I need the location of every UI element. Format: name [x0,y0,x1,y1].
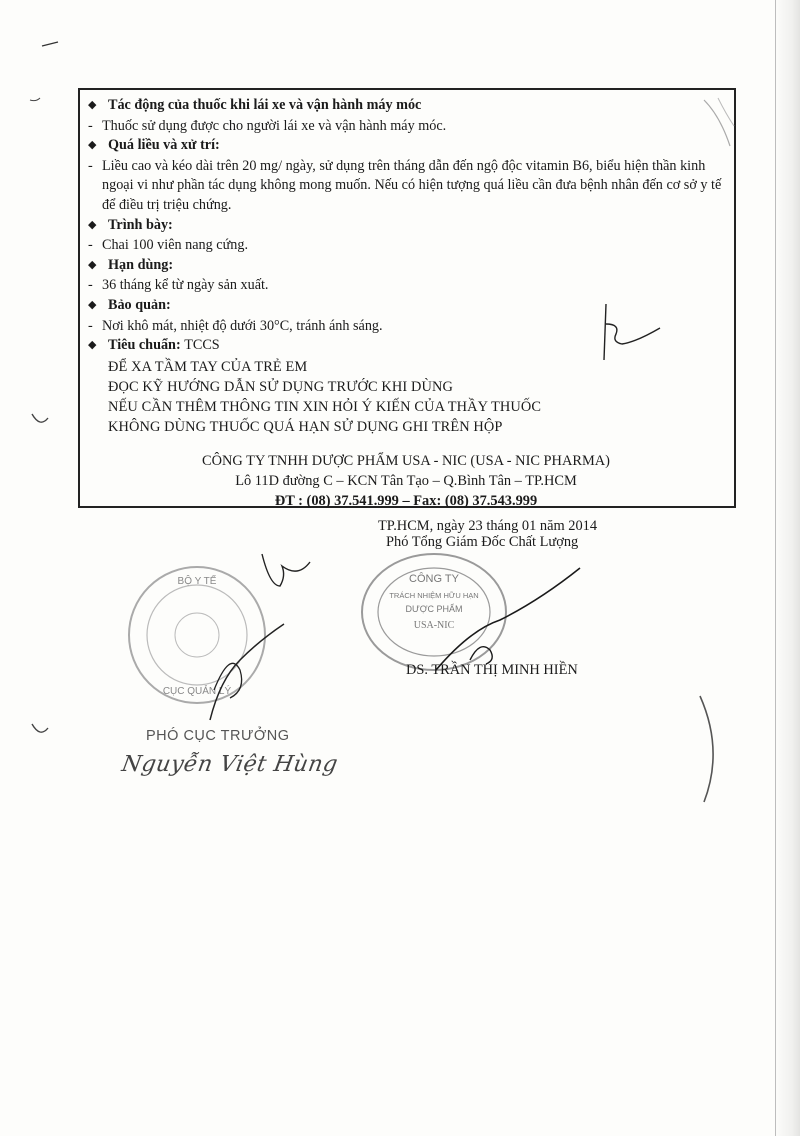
deputy-name: Nguyễn Việt Hùng [119,752,340,777]
stamp-text: CỤC QUẢN LÝ [162,686,232,697]
standard-heading: Tiêu chuẩn: [108,337,181,354]
section-text: 36 tháng kể từ ngày sản xuất. [102,277,269,294]
place-date: TP.HCM, ngày 23 tháng 01 năm 2014 [378,518,598,534]
initials-signature [590,300,670,370]
section-storage: ◆ Bảo quản: - Nơi khô mát, nhiệt độ dưới 30°C, tránh ánh sáng. [88,296,724,336]
section-text: Nơi khô mát, nhiệt độ dưới 30°C, tránh ánh sáng. [102,317,383,334]
section-driving: ◆ Tác động của thuốc khi lái xe và vận hành máy móc - Thuốc sử dụng được cho người lái xe và vận hành máy móc. [88,96,724,136]
company-contact: ĐT : (08) 37.541.999 – Fax: (08) 37.543.999 [274,492,538,509]
company-name: CÔNG TY TNHH DƯỢC PHẨM USA - NIC (USA - NIC PHARMA) [202,452,610,469]
section-heading: Hạn dùng: [108,256,174,273]
product-info-box [78,88,736,508]
section-heading: Trình bày: [108,216,173,233]
section-heading: Quá liều và xử trí: [108,137,220,154]
company-address: Lô 11D đường C – KCN Tân Tạo – Q.Bình Tân – TP.HCM [235,472,577,489]
warning-line: NẾU CẦN THÊM THÔNG TIN XIN HỎI Ý KIẾN CỦA THẦY THUỐC [108,398,542,415]
company-info [88,451,724,511]
diamond-bullet-icon: ◆ [88,258,97,271]
binder-hole-mark [28,720,52,740]
deputy-approval-signature [200,620,290,730]
deputy-title: PHÓ CỤC TRƯỞNG [146,728,290,744]
stamp-text: BỘ Y TẾ [177,576,217,587]
section-text: Thuốc sử dụng được cho người lái xe và vận hành máy móc. [102,117,447,134]
page-edge-line [775,0,776,1136]
section-text: Liều cao và kéo dài trên 20 mg/ ngày, sử dụng trên tháng dẫn đến ngộ độc vitamin B6, biểu hiện thần kinh ngoại vi như phần tác dụng không mong muốn. Nếu có hiện tượng quá liều cần đưa bệnh nhân đến cơ sở y tế để điều trị triệu chứng. [102,157,722,213]
standard-value: TCCS [184,337,220,354]
section-heading: Bảo quản: [108,296,171,313]
signer-title: Phó Tổng Giám Đốc Chất Lượng [386,534,579,550]
stamp-text: USA-NIC [413,620,455,631]
diamond-bullet-icon: ◆ [88,339,97,352]
section-shelf-life: ◆ Hạn dùng: - 36 tháng kể từ ngày sản xuất. [88,256,724,296]
stamp-text: DƯỢC PHẨM [405,604,463,614]
diamond-bullet-icon: ◆ [88,298,97,311]
warning-line: ĐỂ XA TẦM TAY CỦA TRẺ EM [108,358,308,375]
binder-hole-mark [28,410,52,430]
warning-line: KHÔNG DÙNG THUỐC QUÁ HẠN SỬ DỤNG GHI TRÊN HỘP [108,418,503,435]
diamond-bullet-icon: ◆ [88,139,97,152]
stamp-text: CÔNG TY [409,573,459,585]
stamp-text: TRÁCH NHIỆM HỮU HẠN [389,591,479,600]
page-edge-shadow [774,0,800,1136]
section-text: Chai 100 viên nang cứng. [102,237,248,254]
stamp-mark-box-right [700,96,740,156]
diamond-bullet-icon: ◆ [88,99,97,111]
section-heading: Tác động của thuốc khi lái xe và vận hành máy móc [108,97,422,113]
scan-edge-arc [690,690,730,810]
diamond-bullet-icon: ◆ [88,218,97,231]
warning-line: ĐỌC KỸ HƯỚNG DẪN SỬ DỤNG TRƯỚC KHI DÙNG [108,378,453,395]
scan-mark-top-left [28,38,68,108]
signer-name: DS. TRẦN THỊ MINH HIỀN [406,662,578,678]
section-overdose: ◆ Quá liều và xử trí: - Liều cao và kéo dài trên 20 mg/ ngày, sử dụng trên tháng dẫn đến ngộ độc vitamin B6, biểu hiện thần kinh ngoại vi như phần tác dụng không mong muốn. Nếu có hiện tượng quá liều cần đưa bệnh nhân đến cơ sở y tế để điều trị triệu chứng. [88,136,724,215]
section-presentation: ◆ Trình bày: - Chai 100 viên nang cứng. [88,216,724,256]
